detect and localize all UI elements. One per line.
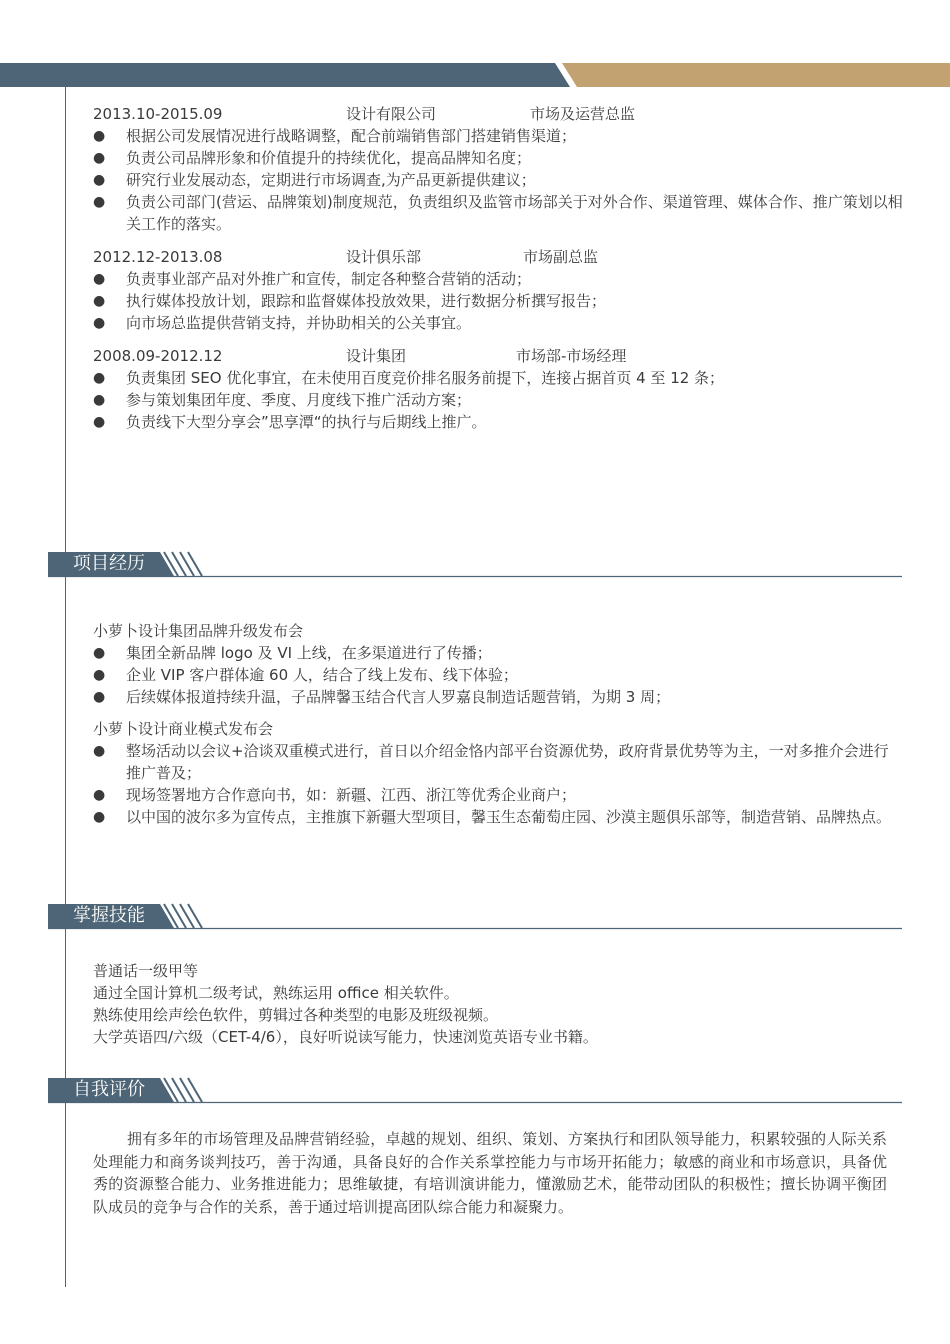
bullet-icon: ● bbox=[93, 787, 106, 803]
list-item: ● 负责线下大型分享会”思享潭“的执行与后期线上推广。 bbox=[93, 413, 487, 431]
job-duties bbox=[93, 367, 903, 433]
list-item: ● 研究行业发展动态，定期进行市场调查,为产品更新提供建议； bbox=[93, 171, 536, 189]
skills-list bbox=[93, 960, 903, 1048]
section-header-projects bbox=[48, 548, 902, 580]
list-item: ● 后续媒体报道持续升温，子品牌馨玉结合代言人罗嘉良制造话题营销，为期 3 周； bbox=[93, 688, 671, 706]
job-period: 2013.10-2015.09 bbox=[93, 105, 223, 123]
list-item: ● 负责公司部门(营运、品牌策划)制度规范，负责组织及监管市场部关于对外合作、渠道管理、媒体合作、推广策划以相关工作的落实。 bbox=[93, 193, 903, 233]
skill-line: 通过全国计算机二级考试，熟练运用 office 相关软件。 bbox=[93, 984, 459, 1002]
job-period: 2012.12-2013.08 bbox=[93, 248, 223, 266]
timeline-rule bbox=[65, 87, 66, 1287]
project-entry bbox=[93, 620, 903, 708]
bullet-icon: ● bbox=[93, 150, 106, 166]
job-position: 市场副总监 bbox=[523, 248, 599, 266]
section-ribbon bbox=[48, 548, 902, 580]
job-position: 市场及运营总监 bbox=[530, 105, 636, 123]
self-evaluation-text: 拥有多年的市场管理及品牌营销经验，卓越的规划、组织、策划、方案执行和团队领导能力，积累较强的人际关系处理能力和商务谈判技巧，善于沟通，具备良好的合作关系掌控能力与市场开拓能力；敏感的商业和市场意识，具备优秀的资源整合能力、业务推进能力；思维敏捷，有培训演讲能力，懂激励艺术，能带动团队的积极性；擅长协调平衡团队成员的竞争与合作的关系，善于通过培训提高团队综合能力和凝聚力。 bbox=[93, 1130, 887, 1216]
list-item: ● 根据公司发展情况进行战略调整，配合前端销售部门搭建销售渠道； bbox=[93, 127, 577, 145]
job-header bbox=[93, 246, 903, 268]
bullet-icon: ● bbox=[93, 689, 106, 705]
list-item: ● 向市场总监提供营销支持，并协助相关的公关事宜。 bbox=[93, 314, 472, 332]
bullet-icon: ● bbox=[93, 809, 106, 825]
job-entry bbox=[93, 246, 903, 334]
list-item: ● 集团全新品牌 logo 及 VI 上线，在多渠道进行了传播； bbox=[93, 644, 492, 662]
section-ribbon bbox=[48, 900, 902, 932]
project-items bbox=[93, 642, 903, 708]
list-item: ● 企业 VIP 客户群体逾 60 人，结合了线上发布、线下体验； bbox=[93, 666, 518, 684]
list-item: ● 整场活动以会议+洽谈双重模式进行，首日以介绍金恪内部平台资源优势，政府背景优势等为主，一对多推介会进行推广普及； bbox=[93, 742, 889, 782]
bullet-icon: ● bbox=[93, 128, 106, 144]
job-company: 设计俱乐部 bbox=[346, 248, 422, 266]
project-title: 小萝卜设计集团品牌升级发布会 bbox=[93, 622, 304, 640]
job-company: 设计有限公司 bbox=[346, 105, 437, 123]
skill-line: 大学英语四/六级（CET-4/6），良好听说读写能力，快速浏览英语专业书籍。 bbox=[93, 1028, 598, 1046]
skill-line: 熟练使用绘声绘色软件，剪辑过各种类型的电影及班级视频。 bbox=[93, 1006, 499, 1024]
list-item: ● 以中国的波尔多为宣传点，主推旗下新疆大型项目，馨玉生态葡萄庄园、沙漠主题俱乐部等，制造营销、品牌热点。 bbox=[93, 808, 892, 826]
job-header bbox=[93, 345, 903, 367]
bullet-icon: ● bbox=[93, 293, 106, 309]
bullet-icon: ● bbox=[93, 392, 106, 408]
section-title: 掌握技能 bbox=[73, 905, 145, 926]
bullet-icon: ● bbox=[93, 370, 106, 386]
bullet-icon: ● bbox=[93, 645, 106, 661]
bullet-icon: ● bbox=[93, 271, 106, 287]
project-items bbox=[93, 740, 903, 828]
bullet-icon: ● bbox=[93, 667, 106, 683]
bullet-icon: ● bbox=[93, 172, 106, 188]
project-title: 小萝卜设计商业模式发布会 bbox=[93, 720, 274, 738]
job-entry bbox=[93, 103, 903, 235]
section-header-self bbox=[48, 1074, 902, 1106]
section-header-skills bbox=[48, 900, 902, 932]
list-item: ● 负责事业部产品对外推广和宣传，制定各种整合营销的活动； bbox=[93, 270, 532, 288]
skill-line: 普通话一级甲等 bbox=[93, 962, 199, 980]
list-item: ● 现场签署地方合作意向书，如：新疆、江西、浙江等优秀企业商户； bbox=[93, 786, 577, 804]
header-band bbox=[0, 63, 950, 87]
list-item: ● 负责公司品牌形象和价值提升的持续优化，提高品牌知名度； bbox=[93, 149, 532, 167]
job-company: 设计集团 bbox=[346, 347, 407, 365]
section-ribbon bbox=[48, 1074, 902, 1106]
list-item: ● 参与策划集团年度、季度、月度线下推广活动方案； bbox=[93, 391, 472, 409]
job-entry bbox=[93, 345, 903, 433]
job-period: 2008.09-2012.12 bbox=[93, 347, 223, 365]
bullet-icon: ● bbox=[93, 315, 106, 331]
list-item: ● 执行媒体投放计划，跟踪和监督媒体投放效果，进行数据分析撰写报告； bbox=[93, 292, 607, 310]
bullet-icon: ● bbox=[93, 194, 106, 210]
project-entry bbox=[93, 718, 903, 828]
job-duties bbox=[93, 125, 903, 235]
job-duties bbox=[93, 268, 903, 334]
job-header bbox=[93, 103, 903, 125]
section-title: 项目经历 bbox=[73, 553, 145, 574]
section-title: 自我评价 bbox=[73, 1079, 145, 1100]
bullet-icon: ● bbox=[93, 414, 106, 430]
bullet-icon: ● bbox=[93, 743, 106, 759]
job-position: 市场部-市场经理 bbox=[516, 347, 627, 365]
list-item: ● 负责集团 SEO 优化事宜，在未使用百度竞价排名服务前提下，连接占据首页 4 至 12 条； bbox=[93, 369, 725, 387]
